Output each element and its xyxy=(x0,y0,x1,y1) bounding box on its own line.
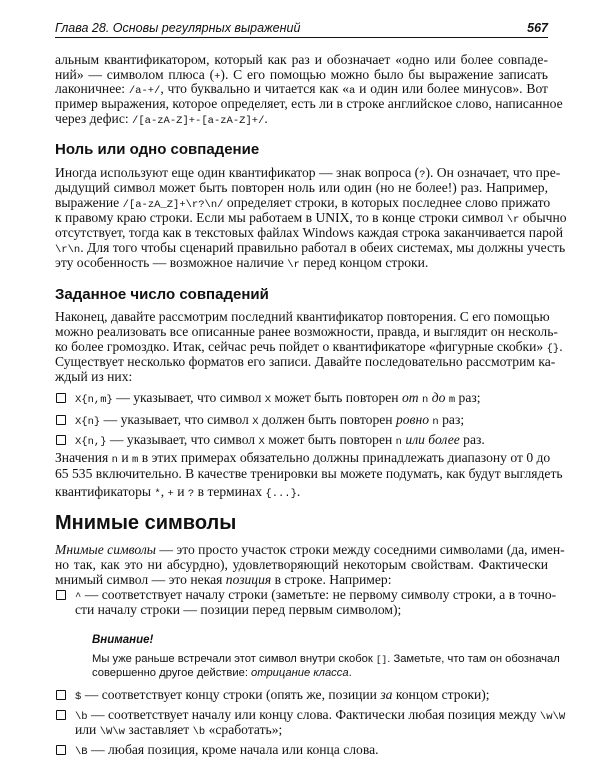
paragraph-line xyxy=(55,324,558,340)
text-run: ний» — символом плюса ( xyxy=(55,66,215,82)
emphasis: Мнимые символы xyxy=(55,542,156,557)
paragraph-line xyxy=(55,225,563,241)
list-item-line xyxy=(75,432,548,448)
code-span: * xyxy=(154,488,161,500)
section-heading: Мнимые символы xyxy=(55,512,237,534)
list-item-line xyxy=(75,707,566,723)
text-run: и xyxy=(173,484,188,499)
text-run: раз; xyxy=(438,412,465,427)
text-run: в строке. Например: xyxy=(271,572,392,587)
code-span: [] xyxy=(375,654,388,665)
bullet-box-icon xyxy=(56,590,66,600)
text-run: ждый из них: xyxy=(55,369,133,384)
text-run: мнимый символ — это некая xyxy=(55,572,226,587)
text-run: , xyxy=(160,484,168,499)
code-span: /[a-zA_Z]+\r?\n/ xyxy=(122,199,224,211)
code-span: + xyxy=(214,70,221,83)
paragraph-line xyxy=(55,354,556,370)
emphasis: отрицание класса xyxy=(251,667,349,679)
text-run: перед концом строки. xyxy=(299,255,429,270)
code-span: /a-+/ xyxy=(128,85,161,97)
code-span: \r\n xyxy=(55,244,81,256)
text-run: концом строки); xyxy=(392,687,490,702)
text-run: . xyxy=(296,484,301,499)
paragraph-line xyxy=(55,466,563,482)
text-run: ко более громоздко. Итак, сейчас речь пойдет о квантификаторе «фигурные скобки» xyxy=(55,339,547,354)
emphasis: до xyxy=(431,390,446,405)
paragraph-line xyxy=(55,180,548,196)
text-run: или xyxy=(75,722,100,737)
emphasis: ровно xyxy=(395,412,429,427)
text-run: может быть повторен xyxy=(264,432,396,447)
text-run: может быть повторен xyxy=(271,390,402,405)
text-run: — указывает, что символ xyxy=(112,390,265,405)
text-run: 65 535 включительно. В качестве тренировки вы можете подумать, как будут выглядеть xyxy=(55,466,563,481)
paragraph-line xyxy=(55,81,548,97)
code-span: $ xyxy=(75,691,82,703)
emphasis: позиция xyxy=(225,572,272,587)
text-run: — соответствует концу строки (опять же, позиции xyxy=(81,687,381,702)
paragraph-line xyxy=(55,165,561,181)
text-run: и один или более минусов». Вот xyxy=(355,81,549,96)
list-item-line xyxy=(75,587,557,603)
text-run: — любая позиция, кроме начала или конца слова. xyxy=(87,742,379,757)
emphasis: или более xyxy=(405,432,460,447)
code-span: n xyxy=(395,436,402,448)
code-span: n xyxy=(422,394,429,406)
list-item-line xyxy=(75,742,548,758)
bullet-box-icon xyxy=(56,435,66,445)
code-span: ? xyxy=(419,169,426,181)
text-run: — это просто участок строки между соседними символами (да, имен- xyxy=(156,542,565,557)
code-span: \W\w xyxy=(99,726,125,738)
code-span: /[a-zA-Z]+-[a-zA-Z]+/ xyxy=(132,114,265,127)
text-run: обычно xyxy=(519,210,567,225)
paragraph-line xyxy=(55,542,565,558)
section-heading: Заданное число совпадений xyxy=(55,286,269,303)
text-run: . Заметьте, что там он обозначал xyxy=(387,653,560,665)
bullet-box-icon xyxy=(56,690,66,700)
emphasis: от xyxy=(401,390,419,405)
text-run: сти началу строки — позиции перед первым символом); xyxy=(75,602,402,617)
code-span: m xyxy=(448,394,456,406)
text-run: ). Он означает, что пре- xyxy=(425,165,561,180)
text-run: раз. xyxy=(459,432,485,447)
text-run: Значения xyxy=(55,450,112,465)
paragraph-line xyxy=(55,210,567,226)
code-span: m xyxy=(132,454,139,466)
code-span: X{n} xyxy=(75,416,101,428)
text-run: совершенно другое действие: xyxy=(92,667,252,679)
code-span: a xyxy=(349,85,356,97)
paragraph-line xyxy=(55,572,548,588)
code-span: \w\W xyxy=(539,711,566,723)
text-run: в этих примерах обязательно должны принадлежать диапазону от 0 до xyxy=(138,450,551,465)
text-run: Мы уже раньше встречали этот символ внутри скобок xyxy=(92,653,376,665)
text-run: должен быть повторен xyxy=(258,412,396,427)
paragraph-line xyxy=(55,240,566,256)
code-span: n xyxy=(432,416,439,428)
list-item-line xyxy=(75,412,548,428)
text-run: к правому краю строки. Если мы работаем в UNIX, то в конце строки символ xyxy=(55,210,507,225)
text-run: Иногда используют еще один квантификатор — знак вопроса ( xyxy=(55,165,420,180)
code-span: n xyxy=(111,454,118,466)
code-span: \b xyxy=(75,711,88,723)
paragraph-line xyxy=(55,195,551,211)
code-span: \r xyxy=(506,214,520,226)
paragraph-line xyxy=(55,111,548,127)
text-run: эту особенность — возможное наличие xyxy=(55,255,288,270)
note-line xyxy=(92,665,548,681)
running-header xyxy=(55,21,548,38)
text-run: заставляет xyxy=(124,722,193,737)
bullet-box-icon xyxy=(56,393,66,403)
paragraph-line xyxy=(55,339,563,355)
text-run: , что буквально и читается как « xyxy=(160,81,349,96)
text-run: можно реализовать все описанные ранее возможности, правда, и выглядит он несколь- xyxy=(55,324,558,339)
code-span: X{n,m} xyxy=(75,394,113,406)
section-heading: Ноль или одно совпадение xyxy=(55,141,260,158)
code-span: \B xyxy=(75,746,88,758)
text-run: . Для того чтобы сценарий правильно работал в обеих системах, мы должны учесть xyxy=(80,240,566,255)
text-run: . xyxy=(264,110,268,126)
paragraph-line xyxy=(55,309,548,325)
text-run: — соответствует началу строки (заметьте: не первому символу строки, а в точно- xyxy=(81,587,557,602)
paragraph-line xyxy=(55,484,548,500)
code-span: X xyxy=(258,436,265,448)
text-run: определяет строки, в которых последнее слово прижато xyxy=(223,195,551,210)
text-run: отсутствует, тогда как в текстовых файлах Windows каждая строка заканчивается парой xyxy=(55,225,563,240)
code-span: ^ xyxy=(75,591,82,603)
text-run: квантификаторы xyxy=(55,484,155,499)
paragraph-line xyxy=(55,369,548,385)
chapter-title: Глава 28. Основы регулярных выражений xyxy=(55,21,301,35)
text-run: и xyxy=(117,450,133,465)
text-run: . xyxy=(559,339,563,354)
code-span: {} xyxy=(546,343,560,355)
paragraph-line xyxy=(55,450,551,466)
list-item-line xyxy=(75,722,548,738)
paragraph-line xyxy=(55,557,548,573)
text-run: ). С его помощью можно было бы выражение записать xyxy=(220,66,548,82)
code-span: \r xyxy=(287,259,300,271)
code-span: X xyxy=(264,394,272,406)
text-run: Наконец, давайте рассмотрим последний квантификатор повторения. С его помощью xyxy=(55,309,550,324)
code-span: \b xyxy=(192,726,206,738)
list-item-line xyxy=(75,602,548,618)
bullet-box-icon xyxy=(56,745,66,755)
bullet-box-icon xyxy=(56,710,66,720)
text-run: выражение xyxy=(55,195,123,210)
note-title: Внимание! xyxy=(92,634,154,646)
code-span: X xyxy=(252,416,259,428)
text-run: пример выражения, которое определяет, есть ли в строке английское слово, написанное xyxy=(55,96,563,111)
text-run: «сработать»; xyxy=(205,722,283,737)
list-item-line xyxy=(75,687,548,703)
text-run: — указывает, что символ xyxy=(106,432,259,447)
text-run: . xyxy=(348,667,352,679)
text-run: но так, как это ни абсурдно), удовлетворяющий некоторым свойствам. Фактически xyxy=(55,557,548,572)
bullet-box-icon xyxy=(56,415,66,425)
code-span: + xyxy=(167,488,174,500)
page-number: 567 xyxy=(527,21,548,35)
code-span: {...} xyxy=(265,488,297,500)
text-run: — соответствует началу или концу слова. Фактически любая позиция между xyxy=(87,707,540,722)
text-run: альным квантификатором, который как раз и обозначает «одно или более совпаде- xyxy=(55,52,548,67)
code-span: X{n,} xyxy=(75,436,107,448)
text-run: раз; xyxy=(455,390,481,405)
text-run: Существует несколько форматов его записи. Давайте последовательно рассмотрим ка- xyxy=(55,354,556,369)
code-span: ? xyxy=(187,488,195,500)
emphasis: за xyxy=(380,687,393,702)
paragraph-line xyxy=(55,255,548,271)
text-run: через дефис: xyxy=(55,110,133,126)
list-item-line xyxy=(75,390,548,406)
text-run: лаконичнее: xyxy=(55,81,129,96)
text-run: в терминах xyxy=(194,484,266,499)
text-run: дыдущий символ может быть повторен ноль или один (но не более!) раз. Например, xyxy=(55,180,548,195)
text-run: — указывает, что символ xyxy=(100,412,253,427)
